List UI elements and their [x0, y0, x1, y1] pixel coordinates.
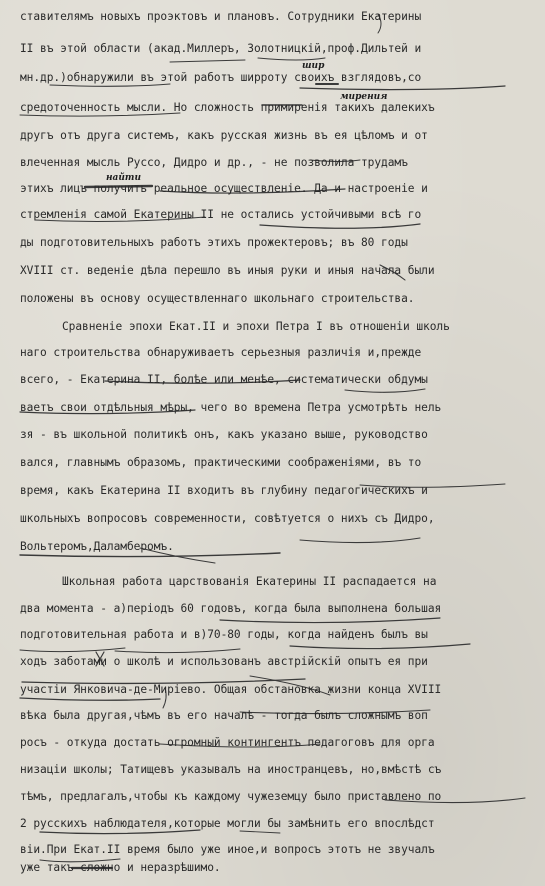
text-line: Вольтеромъ,Даламберомъ.: [20, 540, 174, 553]
text-line: этихъ лицъ получить реальное осуществленіе. Да и настроеніе и: [20, 182, 428, 195]
text-line: тѣмъ, предлагалъ,чтобы къ каждому чужеземцу было приставлено по: [20, 790, 442, 803]
text-line: два момента - а)періодъ 60 годовъ, когда была выполнена большая: [20, 602, 442, 615]
handwritten-insertion: найти: [106, 173, 142, 183]
handwritten-insertion: мирения: [340, 92, 388, 102]
text-line: зя - въ школьной политикѣ онъ, какъ указано выше, руководство: [20, 428, 428, 441]
text-line: уже такъ сложно и неразрѣшимо.: [20, 861, 221, 874]
text-line: низаціи школы; Татищевъ указывалъ на иностранцевъ, но,вмѣстѣ съ: [20, 763, 442, 776]
text-line: подготовительная работа и в)70-80 годы, когда найденъ былъ вы: [20, 628, 428, 641]
handwritten-insertion: шир: [302, 61, 325, 71]
text-line: віи.При Екат.II время было уже иное,и вопросъ этотъ не звучалъ: [20, 843, 435, 856]
text-line: ставителямъ новыхъ проэктовъ и плановъ. Сотрудники Екатерины: [20, 10, 422, 23]
text-line: стремленія самой Екатерины II не остались устойчивыми всѣ го: [20, 208, 422, 221]
text-line: влеченная мысль Руссо, Дидро и др., - не позволила трудамъ: [20, 156, 408, 169]
text-line: положены въ основу осуществленнаго школьнаго строительства.: [20, 292, 415, 305]
text-line: время, какъ Екатерина II входитъ въ глубину педагогическихъ и: [20, 484, 428, 497]
text-line: ваетъ свои отдѣльныя мѣры, чего во времена Петра усмотрѣть нель: [20, 401, 442, 414]
text-line: вался, главнымъ образомъ, практическими соображеніями, въ то: [20, 456, 422, 469]
text-line: вѣка была другая,чѣмъ въ его началѣ - тогда былъ сложнымъ воп: [20, 709, 428, 722]
text-line: средоточенность мысли. Но сложность примиренія такихъ далекихъ: [20, 101, 435, 114]
text-line: 2 русскихъ наблюдателя,которые могли бы замѣнить его впослѣдст: [20, 817, 435, 830]
text-line: ходъ заботами о школѣ и использованъ австрійскій опытъ ея при: [20, 655, 428, 668]
text-line: XVIII ст. веденіе дѣла перешло въ иныя руки и иныя начала были: [20, 264, 435, 277]
text-line: ды подготовительныхъ работъ этихъ прожектеровъ; въ 80 годы: [20, 236, 408, 249]
text-line: росъ - откуда достать огромный контингентъ педагоговъ для орга: [20, 736, 435, 749]
text-line: мн.др.)обнаружили въ этой работъ ширроту своихъ взглядовъ,со: [20, 71, 422, 84]
text-line: другъ отъ друга системъ, какъ русская жизнь въ ея цѣломъ и от: [20, 129, 428, 142]
text-line: наго строительства обнаруживаетъ серьезныя различія и,прежде: [20, 346, 422, 359]
text-line: II въ этой области (акад.Миллеръ, Золотницкій,проф.Дильтей и: [20, 42, 422, 55]
text-line: участіи Янковича-де-Миріево. Общая обстановка жизни конца XVIII: [20, 683, 442, 696]
text-line: всего, - Екатерина II, болѣе или менѣе, систематически обдумы: [20, 373, 428, 386]
text-line: школьныхъ вопросовъ современности, совѣтуется о нихъ съ Дидро,: [20, 512, 435, 525]
text-line: Сравненіе эпохи Екат.II и эпохи Петра I въ отношеніи школь: [62, 320, 450, 333]
text-line: Школьная работа царствованія Екатерины II распадается на: [62, 575, 437, 588]
